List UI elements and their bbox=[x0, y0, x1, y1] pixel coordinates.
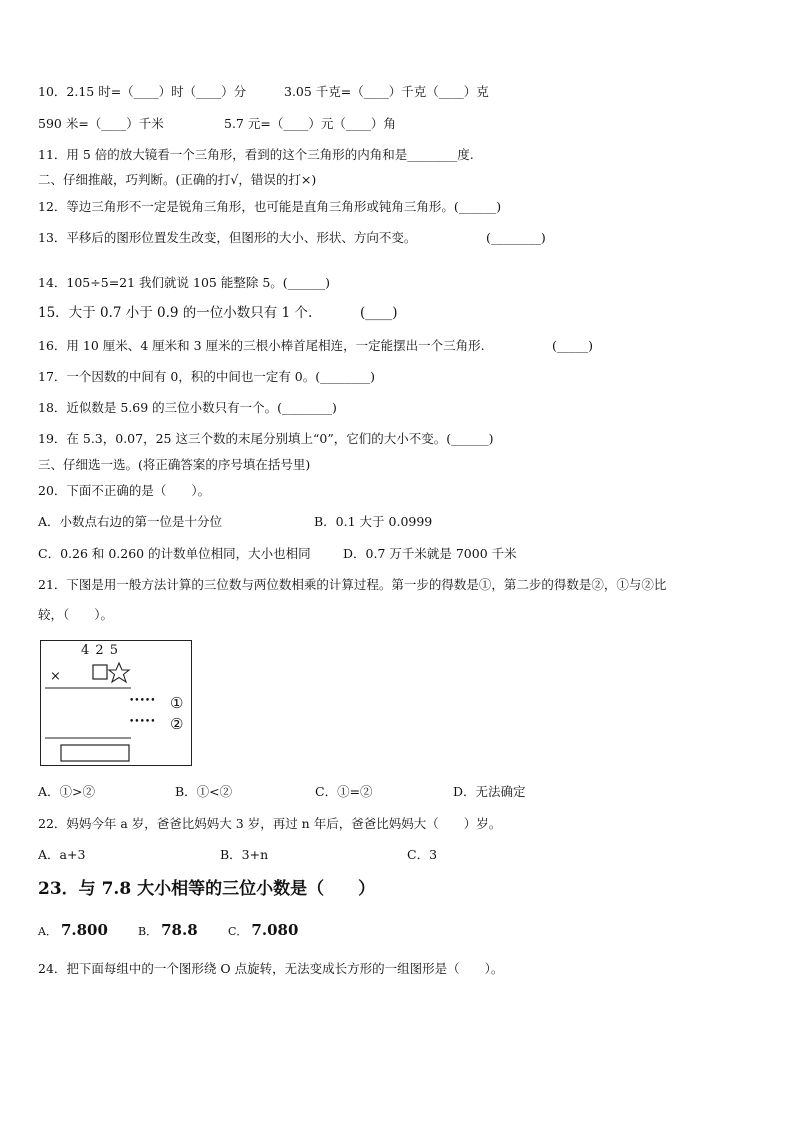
section-3-heading: 三、仔细选一选。(将正确答案的序号填在括号里) bbox=[38, 457, 311, 472]
multiplicand-digits: 4 2 5 bbox=[81, 643, 120, 658]
question-14: 14．105÷5=21 我们就说 105 能整除 5。(______) bbox=[38, 275, 331, 290]
question-21-line2: 较，（ ）。 bbox=[38, 607, 114, 622]
question-18: 18．近似数是 5.69 的三位小数只有一个。(________) bbox=[38, 400, 337, 415]
question-20: 20．下面不正确的是（ ）。 bbox=[38, 483, 211, 498]
q23-option-a-letter: A． bbox=[38, 925, 57, 938]
star-shape bbox=[109, 663, 129, 682]
q22-option-a: A．a+3 bbox=[38, 847, 86, 862]
question-17: 17．一个因数的中间有 0，积的中间也一定有 0。(________) bbox=[38, 369, 376, 384]
result-box bbox=[61, 745, 129, 761]
dots-step-1: ••••• bbox=[129, 696, 156, 706]
question-12: 12．等边三角形不一定是锐角三角形，也可能是直角三角形或钝角三角形。(______) bbox=[38, 199, 502, 214]
q10-part-d: 5.7 元=（____）元（____）角 bbox=[224, 116, 396, 131]
question-15-blank: (____) bbox=[360, 305, 398, 321]
question-13: 13．平移后的图形位置发生改变，但图形的大小、形状、方向不变。 bbox=[38, 230, 417, 245]
q23-option-a bbox=[38, 922, 108, 940]
question-13-blank: (________) bbox=[486, 230, 546, 245]
q20-option-d: D．0.7 万千米就是 7000 千米 bbox=[343, 546, 517, 561]
dots-step-2: ••••• bbox=[129, 717, 156, 727]
question-24: 24．把下面每组中的一个图形绕 O 点旋转，无法变成长方形的一组图形是（ ）。 bbox=[38, 961, 504, 976]
question-23: 23．与 7.8 大小相等的三位小数是（ ） bbox=[38, 879, 376, 899]
q23-option-c-letter: C． bbox=[228, 925, 248, 938]
times-sign: × bbox=[50, 669, 61, 684]
q21-option-c: C．①=② bbox=[315, 784, 373, 799]
q20-option-b: B．0.1 大于 0.0999 bbox=[314, 514, 433, 529]
q23-option-a-value: 7.800 bbox=[60, 921, 108, 939]
q23-option-b-letter: B． bbox=[138, 925, 158, 938]
q20-option-c: C．0.26 和 0.260 的计数单位相同，大小也相同 bbox=[38, 546, 311, 561]
q10-part-a: 10．2.15 时=（____）时（____）分 bbox=[38, 84, 247, 99]
multiplication-figure bbox=[40, 640, 192, 766]
q21-option-d: D．无法确定 bbox=[453, 784, 526, 799]
q23-option-c-value: 7.080 bbox=[251, 921, 299, 939]
step-2-mark: ② bbox=[170, 715, 184, 733]
question-19: 19．在 5.3，0.07，25 这三个数的末尾分别填上“0”，它们的大小不变。(______) bbox=[38, 431, 494, 446]
question-16-blank: (_____) bbox=[552, 338, 594, 353]
question-22: 22．妈妈今年 a 岁，爸爸比妈妈大 3 岁，再过 n 年后，爸爸比妈妈大（ ）岁。 bbox=[38, 816, 502, 831]
q22-option-c: C．3 bbox=[407, 847, 438, 862]
q21-option-b: B．①<② bbox=[175, 784, 233, 799]
q20-option-a: A．小数点右边的第一位是十分位 bbox=[38, 514, 223, 529]
q22-option-b: B．3+n bbox=[220, 847, 269, 862]
q23-option-b bbox=[138, 922, 198, 940]
q23-option-b-value: 78.8 bbox=[161, 921, 198, 939]
q10-part-b: 3.05 千克=（____）千克（____）克 bbox=[284, 84, 489, 99]
question-11: 11．用 5 倍的放大镜看一个三角形，看到的这个三角形的内角和是________度. bbox=[38, 147, 474, 162]
section-2-heading: 二、仔细推敲，巧判断。(正确的打√，错误的打×) bbox=[38, 172, 317, 187]
question-15: 15．大于 0.7 小于 0.9 的一位小数只有 1 个. bbox=[38, 305, 313, 321]
q10-part-c: 590 米=（____）千米 bbox=[38, 116, 164, 131]
question-16: 16．用 10 厘米、4 厘米和 3 厘米的三根小棒首尾相连，一定能摆出一个三角形. bbox=[38, 338, 485, 353]
question-21-line1: 21．下图是用一般方法计算的三位数与两位数相乘的计算过程。第一步的得数是①，第二步的得数是②，①与②比 bbox=[38, 577, 667, 592]
step-1-mark: ① bbox=[170, 694, 184, 712]
square-shape bbox=[93, 665, 107, 679]
q23-option-c bbox=[228, 922, 298, 940]
q21-option-a: A．①>② bbox=[38, 784, 96, 799]
